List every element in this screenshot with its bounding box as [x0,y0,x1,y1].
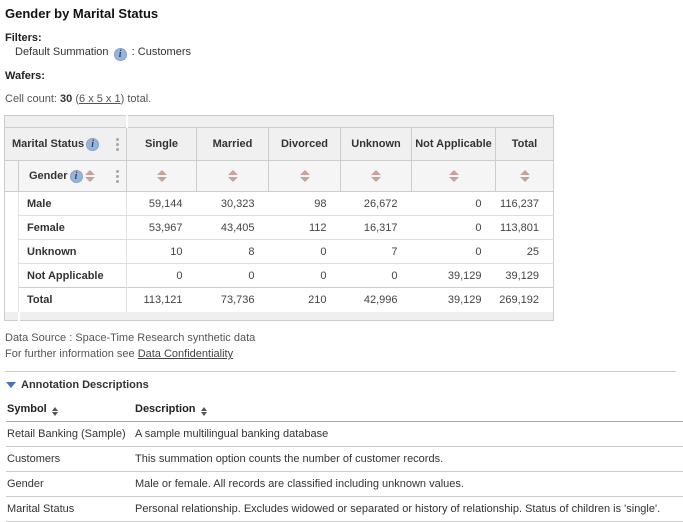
row-header-not-applicable[interactable]: Not Applicable [19,264,127,288]
data-cell: 113,801 [496,216,554,240]
info-icon[interactable]: i [86,138,99,151]
further-info-line [5,346,678,362]
data-cell: 10 [127,240,197,264]
annotation-row [6,497,683,522]
filter-line [5,45,678,61]
sort-cell-single [127,161,197,192]
data-cell: 0 [341,264,412,288]
annotation-header-description[interactable] [134,399,683,422]
filter-value: Customers [137,46,191,58]
table-row [5,240,554,264]
row-header-female[interactable]: Female [19,216,127,240]
sort-icon[interactable] [201,407,207,416]
sort-icon[interactable] [520,170,530,182]
data-cell: 98 [269,192,341,216]
further-info-text: For further information see [5,348,135,360]
data-source-line: Data Source : Space-Time Research synthetic data [5,332,256,344]
dimension-strip [5,161,19,192]
data-cell: 0 [412,216,496,240]
filter-separator: : [131,46,135,58]
data-cell: 7 [341,240,412,264]
data-cell: 210 [269,288,341,312]
sort-cell-unknown [341,161,412,192]
data-confidentiality-link[interactable]: Data Confidentiality [137,348,234,360]
sort-icon[interactable] [85,170,95,182]
top-bar-left [5,116,127,128]
data-cell: 26,672 [341,192,412,216]
annotation-row [6,472,683,497]
annotation-symbol: Marital Status [6,497,134,522]
column-dimension-label: Marital Status [12,138,85,150]
row-dimension-cell[interactable] [19,161,127,192]
annotation-header-row [6,399,683,422]
annotation-description: A sample multilingual banking database [134,422,683,447]
data-cell: 116,237 [496,192,554,216]
cell-count-suffix: total. [127,93,152,105]
wafers-label: Wafers: [5,70,45,82]
table-row [5,216,554,240]
data-cell: 39,129 [412,288,496,312]
data-cell: 73,736 [197,288,269,312]
annotation-descriptions-title: Annotation Descriptions [21,379,149,391]
row-header-unknown[interactable]: Unknown [19,240,127,264]
row-header-total[interactable]: Total [19,288,127,312]
annotation-header-symbol[interactable] [6,399,134,422]
data-cell: 0 [412,192,496,216]
bottom-bar-right [19,312,554,321]
bottom-bar-left [5,312,19,321]
row-dimension-label: Gender [29,170,68,182]
vertical-dots-icon[interactable] [114,168,121,185]
cell-count-label: Cell count: [5,93,57,105]
column-header-total[interactable]: Total [496,128,554,161]
sort-cell-total [496,161,554,192]
annotation-row [6,447,683,472]
data-cell: 30,323 [197,192,269,216]
row-header-male[interactable]: Male [19,192,127,216]
symbol-header-label: Symbol [7,403,47,415]
column-header-married[interactable]: Married [197,128,269,161]
filters-label: Filters: [5,32,42,44]
column-dimension-row [5,128,554,161]
data-cell: 0 [197,264,269,288]
sort-icon[interactable] [300,170,310,182]
data-cell: 42,996 [341,288,412,312]
vertical-dots-icon[interactable] [114,136,121,153]
annotation-description: Male or female. All records are classified including unknown values. [134,472,683,497]
page-title: Gender by Marital Status [5,6,159,21]
paren-close: ) [120,93,125,105]
row-dimension-row [5,161,554,192]
table-bottom-bar [5,312,554,321]
paren-open: ( [75,93,80,105]
sort-icon[interactable] [52,407,58,416]
sort-icon[interactable] [228,170,238,182]
table-row [5,192,554,216]
annotation-symbol: Customers [6,447,134,472]
column-header-unknown[interactable]: Unknown [341,128,412,161]
data-cell: 8 [197,240,269,264]
data-cell: 113,121 [127,288,197,312]
sort-icon[interactable] [157,170,167,182]
info-icon[interactable]: i [114,48,127,61]
data-cell: 0 [412,240,496,264]
row-strip [5,192,19,312]
data-cell: 16,317 [341,216,412,240]
table-row [5,264,554,288]
data-cell: 0 [269,264,341,288]
data-cell: 112 [269,216,341,240]
sort-cell-not-applicable [412,161,496,192]
data-cell: 269,192 [496,288,554,312]
annotation-description: Personal relationship. Excludes widowed or separated or history of relationship. Status of children is 'single'. [134,497,683,522]
data-cell: 59,144 [127,192,197,216]
column-header-divorced[interactable]: Divorced [269,128,341,161]
column-header-not-applicable[interactable]: Not Applicable [412,128,496,161]
info-icon[interactable]: i [70,170,83,183]
data-cell: 43,405 [197,216,269,240]
section-divider [5,371,676,372]
cell-count-link[interactable]: 6 x 5 x 1 [79,93,121,105]
data-cell: 25 [496,240,554,264]
top-bar-right [127,116,554,128]
annotation-description: This summation option counts the number of customer records. [134,447,683,472]
filter-name: Default Summation [15,46,109,58]
annotation-symbol: Gender [6,472,134,497]
data-cell: 39,129 [412,264,496,288]
caret-down-icon [6,382,16,388]
cell-count-line [5,93,678,105]
data-cell: 39,129 [496,264,554,288]
annotation-symbol: Retail Banking (Sample) [6,422,134,447]
data-cell: 0 [269,240,341,264]
data-cell: 53,967 [127,216,197,240]
description-header-label: Description [135,403,196,415]
sort-cell-married [197,161,269,192]
data-cell: 0 [127,264,197,288]
annotation-table [6,399,683,522]
sort-cell-divorced [269,161,341,192]
sort-icon[interactable] [371,170,381,182]
sort-icon[interactable] [449,170,459,182]
crosstab-table [4,115,554,321]
annotation-row [6,422,683,447]
cell-count-value: 30 [60,93,73,105]
table-row-total [5,288,554,312]
column-dimension-cell[interactable] [5,128,127,161]
table-top-bar [5,116,554,128]
column-header-single[interactable]: Single [127,128,197,161]
annotation-descriptions-toggle[interactable] [6,379,678,391]
